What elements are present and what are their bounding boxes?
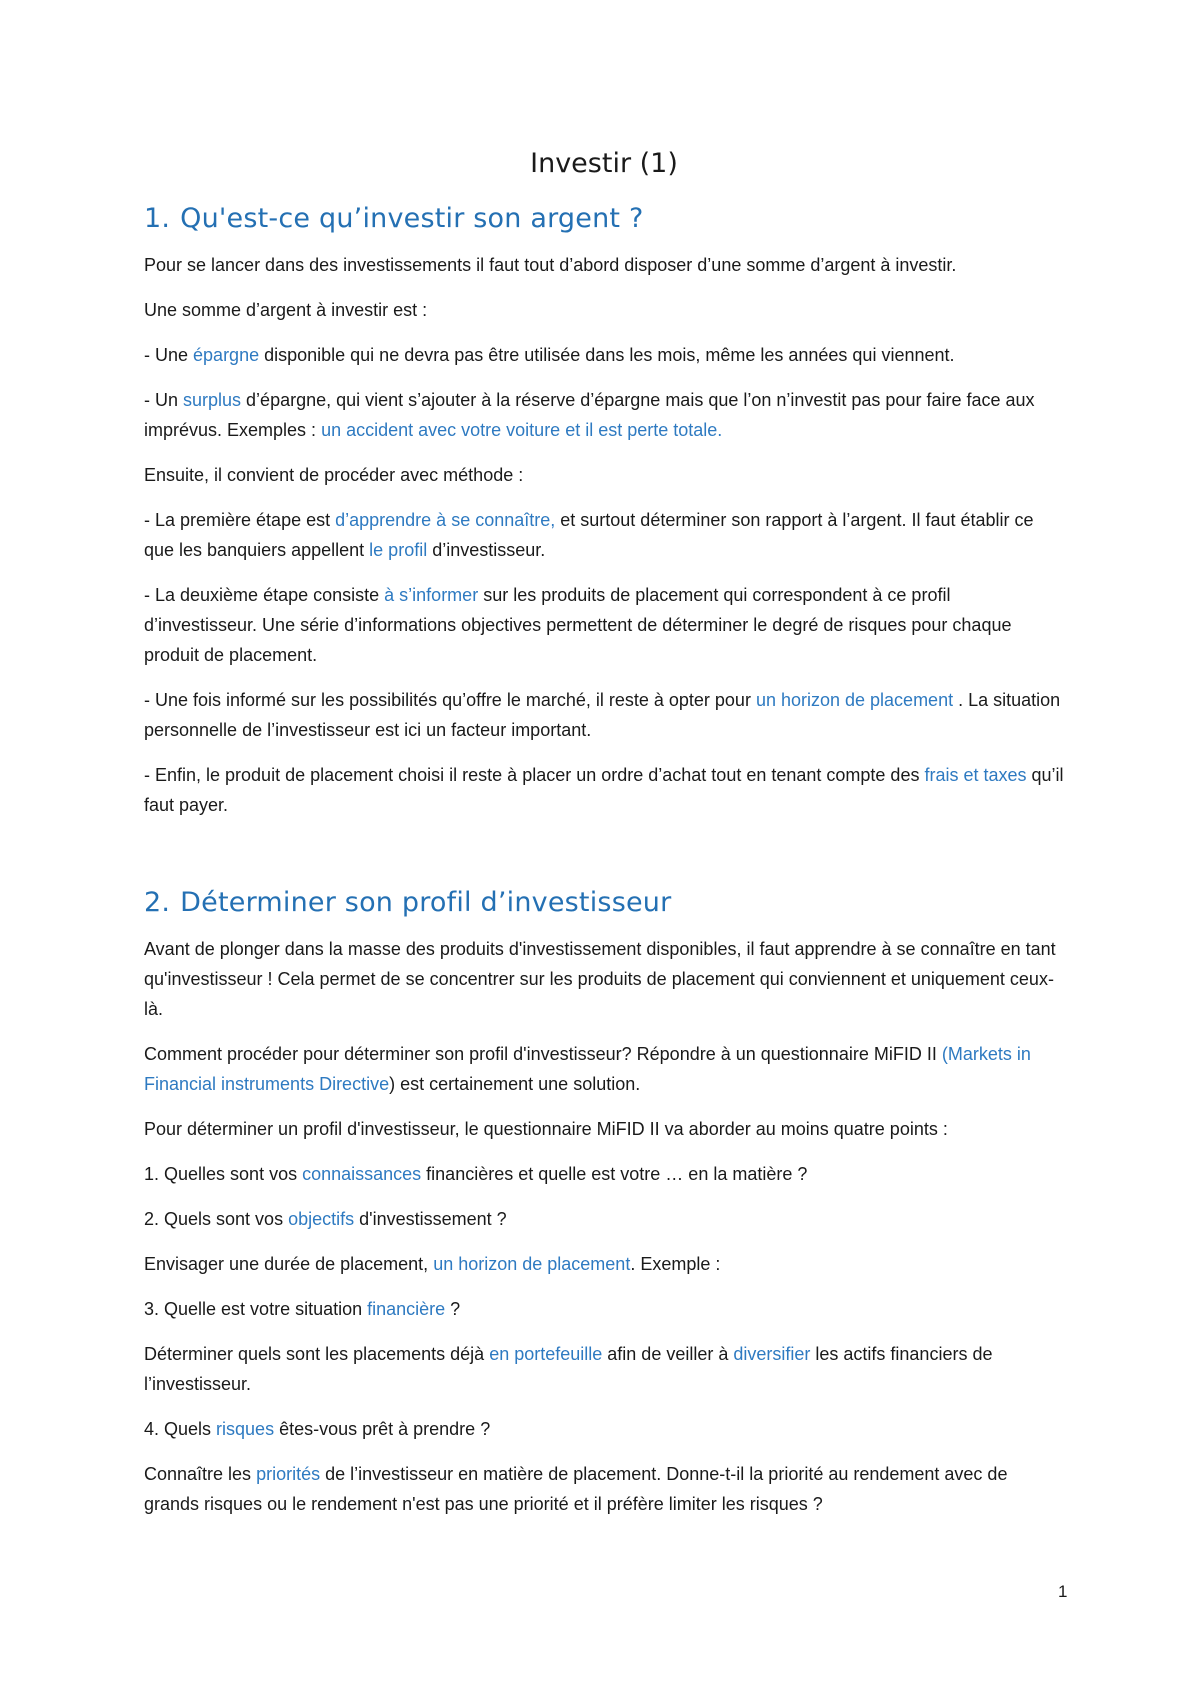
- paragraph: [144, 1339, 1064, 1399]
- section-title: Qu'est-ce qu’investir son argent ?: [180, 203, 644, 234]
- paragraph: [144, 460, 1064, 490]
- highlighted-term: épargne: [193, 345, 260, 365]
- paragraph: [144, 1414, 1064, 1444]
- highlighted-term: connaissances: [302, 1164, 422, 1184]
- section-number: 2.: [144, 887, 171, 918]
- text-run: Une somme d’argent à investir est :: [144, 300, 428, 320]
- text-run: Ensuite, il convient de procéder avec méthode :: [144, 465, 524, 485]
- text-run: sur les produits de placement qui correspondent à ce profil d’investisseur. Une série d’informations objectives permettent de déterminer le degré de risques pour chaque produit de placement.: [144, 585, 1012, 665]
- paragraph: [144, 340, 1064, 370]
- text-run: qu’il faut payer.: [144, 765, 1064, 815]
- text-run: - La première étape est: [144, 510, 336, 530]
- paragraph: [144, 1159, 1064, 1189]
- paragraph: [144, 1294, 1064, 1324]
- highlighted-term: risques: [216, 1419, 275, 1439]
- highlighted-term: un horizon de placement: [433, 1254, 631, 1274]
- text-run: d'investissement ?: [354, 1209, 507, 1229]
- text-run: ) est certainement une solution.: [389, 1074, 641, 1094]
- text-run: Pour déterminer un profil d'investisseur, le questionnaire MiFID II va aborder au moins quatre points :: [144, 1119, 948, 1139]
- highlighted-term: frais et taxes: [924, 765, 1027, 785]
- highlighted-term: à s’informer: [384, 585, 479, 605]
- paragraph: [144, 385, 1064, 445]
- text-run: de l’investisseur en matière de placement. Donne-t-il la priorité au rendement avec de grands risques ou le rendement n'est pas une priorité et il préfère limiter les risques ?: [144, 1464, 1008, 1514]
- text-run: disponible qui ne devra pas être utilisée dans les mois, même les années qui viennent.: [259, 345, 955, 365]
- text-run: . La situation personnelle de l’investisseur est ici un facteur important.: [144, 690, 1061, 740]
- text-run: - Enfin, le produit de placement choisi il reste à placer un ordre d’achat tout en tenant compte des: [144, 765, 925, 785]
- highlighted-term: financière: [367, 1299, 446, 1319]
- text-run: 2. Quels sont vos: [144, 1209, 289, 1229]
- highlighted-term: priorités: [256, 1464, 321, 1484]
- highlighted-term: le profil: [369, 540, 428, 560]
- paragraph: [144, 1249, 1064, 1279]
- highlighted-term: objectifs: [288, 1209, 355, 1229]
- paragraph: [144, 1204, 1064, 1234]
- highlighted-term: un accident avec votre voiture et il est perte totale.: [321, 420, 723, 440]
- section-title: Déterminer son profil d’investisseur: [180, 887, 672, 918]
- paragraph: [144, 295, 1064, 325]
- text-run: Connaître les: [144, 1464, 257, 1484]
- highlighted-term: d’apprendre à se connaître,: [335, 510, 556, 530]
- text-run: et surtout déterminer son rapport à l’argent. Il faut établir ce que les banquiers appellent: [144, 510, 1034, 560]
- paragraph: [144, 1114, 1064, 1144]
- paragraph: [144, 685, 1064, 745]
- text-run: êtes-vous prêt à prendre ?: [274, 1419, 491, 1439]
- text-run: Déterminer quels sont les placements déjà: [144, 1344, 490, 1364]
- text-run: afin de veiller à: [602, 1344, 734, 1364]
- document-title: Investir (1): [530, 148, 678, 179]
- section-heading: [144, 887, 1064, 918]
- section-body: [144, 934, 1064, 1519]
- page-number: 1: [1058, 1582, 1068, 1601]
- text-run: Comment procéder pour déterminer son profil d'investisseur? Répondre à un questionnaire MiFID II: [144, 1044, 942, 1064]
- section-heading: [144, 203, 1064, 234]
- page-content: [144, 148, 1064, 1534]
- text-run: d’investisseur.: [427, 540, 546, 560]
- section-number: 1.: [144, 203, 171, 234]
- paragraph: [144, 934, 1064, 1024]
- highlighted-term: un horizon de placement: [755, 690, 954, 710]
- text-run: Avant de plonger dans la masse des produits d'investissement disponibles, il faut apprendre à se connaître en tant qu'investisseur ! Cela permet de se concentrer sur les produits de placement qui conviennent et uniquement ceux-là.: [144, 939, 1056, 1019]
- text-run: - Un: [144, 390, 184, 410]
- text-run: . Exemple :: [630, 1254, 721, 1274]
- text-run: Pour se lancer dans des investissements il faut tout d’abord disposer d’une somme d’argent à investir.: [144, 255, 957, 275]
- text-run: Envisager une durée de placement,: [144, 1254, 434, 1274]
- paragraph: [144, 1039, 1064, 1099]
- text-run: financières et quelle est votre … en la matière ?: [421, 1164, 808, 1184]
- text-run: - Une fois informé sur les possibilités qu’offre le marché, il reste à opter pour: [144, 690, 756, 710]
- text-run: les actifs financiers de l’investisseur.: [144, 1344, 993, 1394]
- highlighted-term: en portefeuille: [489, 1344, 603, 1364]
- text-run: 3. Quelle est votre situation: [144, 1299, 368, 1319]
- text-run: 4. Quels: [144, 1419, 217, 1439]
- highlighted-term: diversifier: [733, 1344, 811, 1364]
- paragraph: [144, 1459, 1064, 1519]
- highlighted-term: (Markets in Financial instruments Directive: [144, 1044, 1031, 1094]
- section-2: [144, 887, 1064, 1519]
- text-run: - La deuxième étape consiste: [144, 585, 385, 605]
- paragraph: [144, 505, 1064, 565]
- text-run: d’épargne, qui vient s’ajouter à la réserve d’épargne mais que l’on n’investit pas pour faire face aux imprévus. Exemples :: [144, 390, 1035, 440]
- paragraph: [144, 760, 1064, 820]
- paragraph: [144, 250, 1064, 280]
- paragraph: [144, 580, 1064, 670]
- highlighted-term: surplus: [183, 390, 242, 410]
- text-run: ?: [445, 1299, 461, 1319]
- section-spacer: [144, 835, 1064, 887]
- text-run: 1. Quelles sont vos: [144, 1164, 303, 1184]
- text-run: - Une: [144, 345, 194, 365]
- section-body: [144, 250, 1064, 820]
- section-1: [144, 203, 1064, 820]
